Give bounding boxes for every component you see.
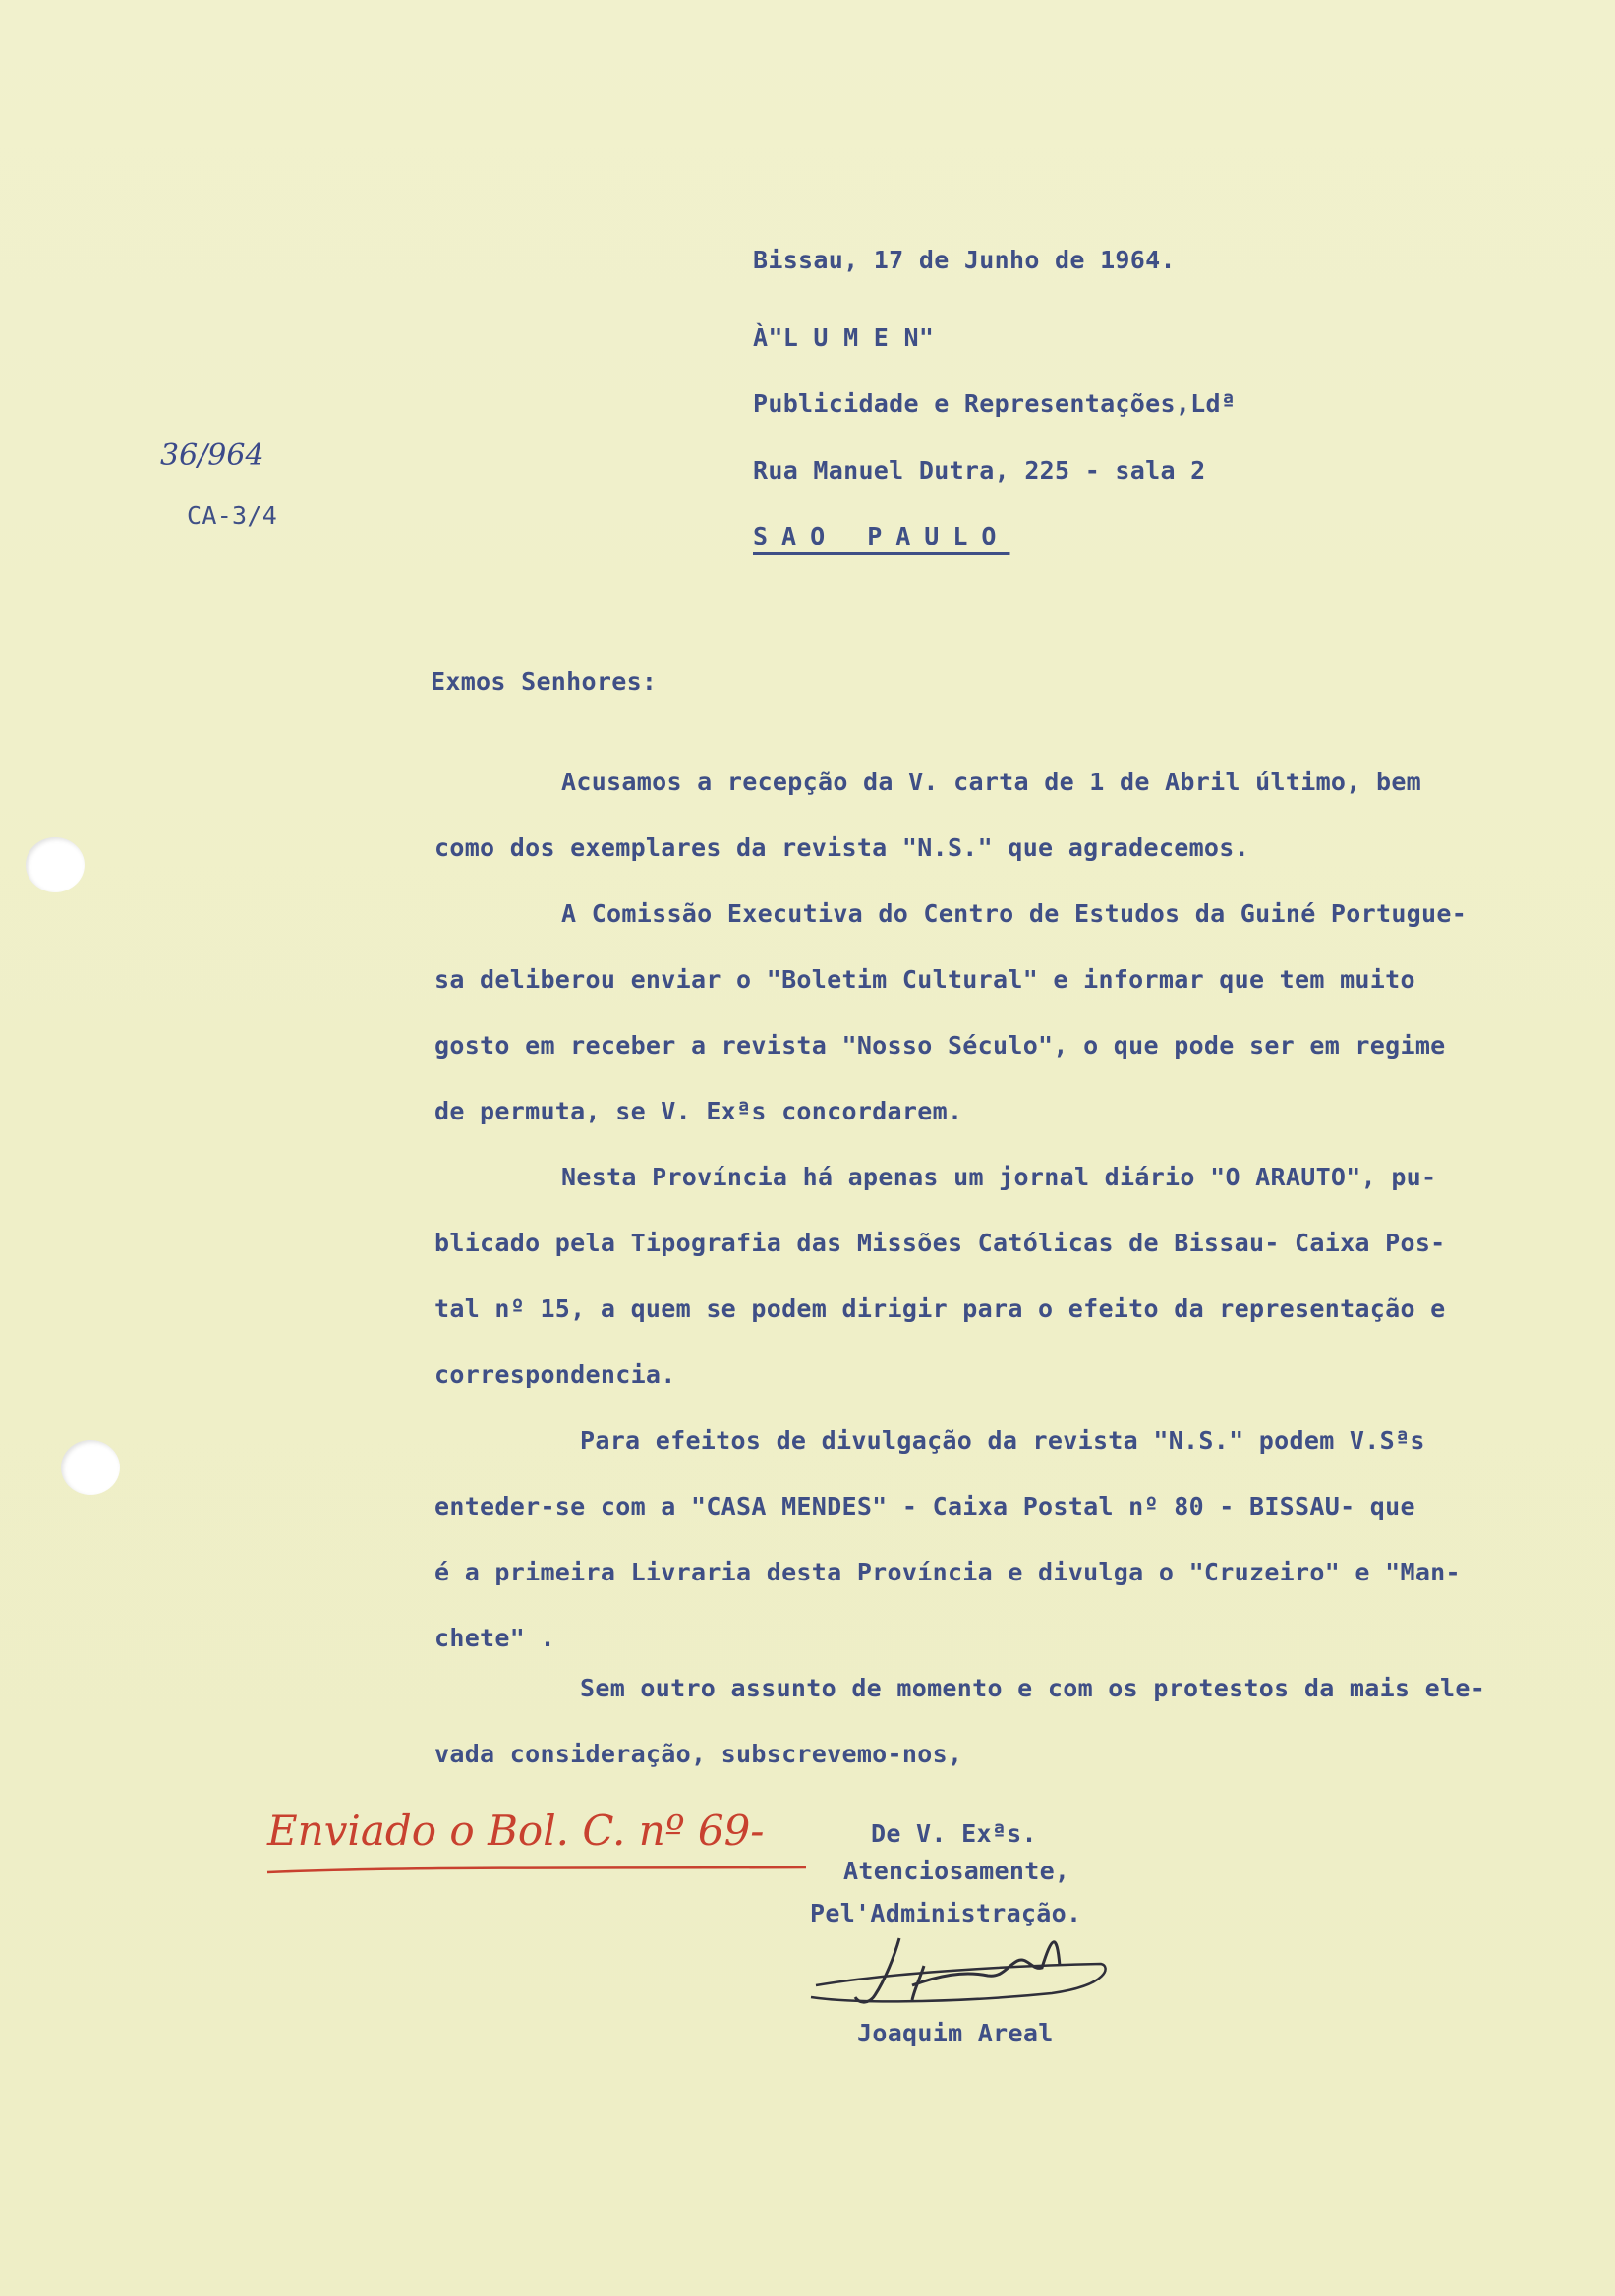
body-line: tal nº 15, a quem se podem dirigir para o efeito da representação e [434,1294,1446,1323]
body-line: chete" . [434,1624,555,1652]
body-line: blicado pela Tipografia das Missões Católicas de Bissau- Caixa Pos- [434,1229,1446,1257]
punch-hole-bottom [61,1440,120,1495]
recipient-address: Rua Manuel Dutra, 225 - sala 2 [753,456,1206,485]
salutation: Exmos Senhores: [431,667,658,696]
annotation-underline [263,1864,814,1877]
reference-code: CA-3/4 [187,501,278,530]
body-line: como dos exemplares da revista "N.S." que agradecemos. [434,833,1249,862]
signatory-name: Joaquim Areal [857,2019,1054,2047]
body-line: vada consideração, subscrevemo-nos, [434,1740,963,1768]
body-line: gosto em receber a revista "Nosso Século", o que pode ser em regime [434,1031,1446,1060]
body-line: é a primeira Livraria desta Província e divulga o "Cruzeiro" e "Man- [434,1558,1461,1586]
recipient-company: Publicidade e Representações,Ldª [753,389,1237,418]
recipient-name: À"L U M E N" [753,323,935,352]
recipient-city: SAO PAULO [753,522,1010,550]
handwritten-annotation: Enviado o Bol. C. nº 69- [267,1807,765,1855]
body-line: Para efeitos de divulgação da revista "N.S." podem V.Sªs [580,1426,1425,1455]
closing-line: De V. Exªs. [871,1819,1037,1848]
body-line: sa deliberou enviar o "Boletim Cultural" e informar que tem muito [434,965,1415,994]
body-line: Sem outro assunto de momento e com os protestos da mais ele- [580,1674,1486,1702]
body-line: correspondencia. [434,1360,676,1389]
body-line: A Comissão Executiva do Centro de Estudos da Guiné Portugue- [561,899,1468,928]
body-line: Acusamos a recepção da V. carta de 1 de Abril último, bem [561,768,1422,796]
body-line: de permuta, se V. Exªs concordarem. [434,1097,963,1125]
body-line: enteder-se com a "CASA MENDES" - Caixa Postal nº 80 - BISSAU- que [434,1492,1415,1521]
punch-hole-top [26,837,85,892]
body-line: Nesta Província há apenas um jornal diário "O ARAUTO", pu- [561,1163,1437,1191]
date-line: Bissau, 17 de Junho de 1964. [753,246,1176,274]
reference-number: 36/964 [160,438,264,473]
signature [806,1926,1121,2015]
closing-line: Pel'Administração. [810,1899,1082,1927]
closing-line: Atenciosamente, [843,1857,1070,1885]
